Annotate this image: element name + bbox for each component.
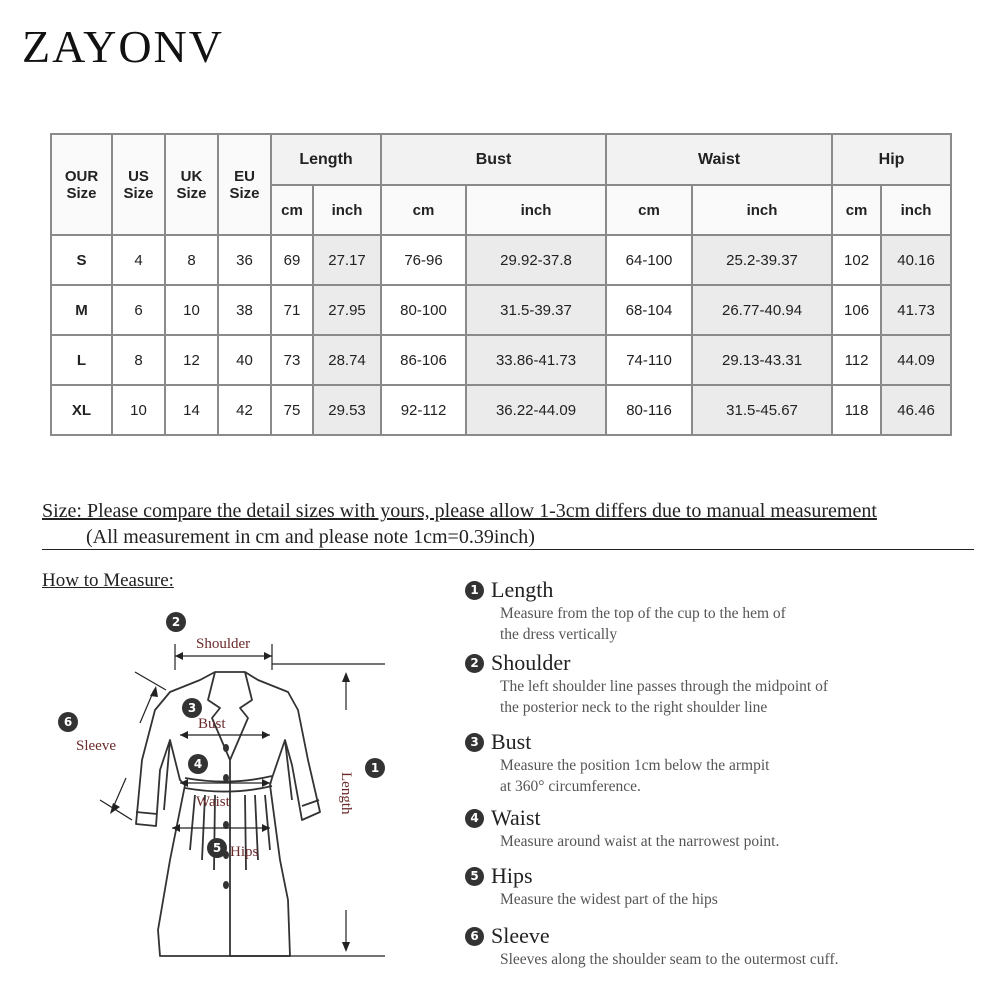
table-cell: 41.73 — [881, 285, 951, 335]
table-cell: 80-116 — [606, 385, 692, 435]
table-cell: 27.95 — [313, 285, 381, 335]
marker-1-num: 1 — [370, 761, 380, 775]
number-badge-icon: 3 — [465, 733, 484, 752]
size-cell: XL — [51, 385, 112, 435]
header-our-size: OUR Size — [51, 134, 112, 235]
measure-title-text: Shoulder — [491, 650, 571, 675]
unit-cell: cm — [271, 185, 313, 235]
measure-description: Sleeves along the shoulder seam to the outermost cuff. — [500, 951, 839, 968]
unit-cell: cm — [381, 185, 466, 235]
button — [223, 774, 229, 782]
measure-item — [465, 923, 838, 970]
table-cell: 12 — [165, 335, 218, 385]
table-cell: 64-100 — [606, 235, 692, 285]
measure-title — [465, 863, 718, 889]
how-to-measure-heading: How to Measure: — [42, 570, 174, 591]
arrowhead — [342, 942, 350, 952]
number-badge-icon: 2 — [465, 654, 484, 673]
table-cell: 80-100 — [381, 285, 466, 335]
button — [223, 881, 229, 889]
table-cell: 10 — [165, 285, 218, 335]
table-body — [51, 235, 951, 435]
unit-cell: cm — [832, 185, 881, 235]
unit-cell: inch — [466, 185, 606, 235]
number-badge-icon: 4 — [465, 809, 484, 828]
header-length: Length — [271, 134, 381, 185]
size-cell: S — [51, 235, 112, 285]
table-cell: 4 — [112, 235, 165, 285]
table-cell: 102 — [832, 235, 881, 285]
table-cell: 73 — [271, 335, 313, 385]
brand-logo: ZAYONV — [22, 21, 224, 72]
table-cell: 33.86-41.73 — [466, 335, 606, 385]
number-badge-icon: 1 — [465, 581, 484, 600]
table-cell: 92-112 — [381, 385, 466, 435]
left-cuff — [136, 812, 157, 814]
table-cell: 36 — [218, 235, 271, 285]
marker-5-num: 5 — [212, 841, 222, 855]
table-cell: 71 — [271, 285, 313, 335]
right-cuff — [302, 800, 319, 806]
measure-title-text: Waist — [491, 805, 541, 830]
number-badge-icon: 6 — [465, 927, 484, 946]
table-row — [51, 285, 951, 335]
header-uk-size: UK Size — [165, 134, 218, 235]
measure-title-text: Length — [491, 577, 554, 602]
waist-band-lower — [185, 786, 272, 792]
table-cell: 118 — [832, 385, 881, 435]
measure-item — [465, 577, 786, 645]
table-cell: 31.5-39.37 — [466, 285, 606, 335]
table-cell: 26.77-40.94 — [692, 285, 832, 335]
table-cell: 112 — [832, 335, 881, 385]
arrowhead — [264, 652, 272, 660]
arrowhead — [262, 731, 270, 739]
unit-cell: cm — [606, 185, 692, 235]
header-eu-size: EU Size — [218, 134, 271, 235]
label-bust: Bust — [198, 716, 226, 732]
table-cell: 74-110 — [606, 335, 692, 385]
table-cell: 42 — [218, 385, 271, 435]
label-length: Length — [338, 772, 354, 815]
measure-description: the posterior neck to the right shoulder line — [500, 699, 768, 716]
table-row — [51, 235, 951, 285]
arrowhead — [150, 686, 158, 697]
table-cell: 75 — [271, 385, 313, 435]
marker-4-num: 4 — [193, 757, 203, 771]
measure-description: The left shoulder line passes through the midpoint of — [500, 678, 829, 695]
marker-3-num: 3 — [187, 701, 197, 715]
measure-description: Measure from the top of the cup to the hem of — [500, 605, 786, 622]
size-cell: M — [51, 285, 112, 335]
measure-title — [465, 805, 779, 831]
table-header-row — [51, 134, 951, 185]
measure-title-text: Sleeve — [491, 923, 550, 948]
marker-2-num: 2 — [171, 615, 181, 629]
table-cell: 36.22-44.09 — [466, 385, 606, 435]
marker-6-num: 6 — [63, 715, 73, 729]
table-cell: 29.53 — [313, 385, 381, 435]
pleat-6 — [265, 795, 270, 850]
table-cell: 25.2-39.37 — [692, 235, 832, 285]
dress-diagram — [40, 600, 420, 990]
label-hips: Hips — [230, 844, 259, 860]
measure-title-text: Bust — [491, 729, 532, 754]
unit-cell: inch — [313, 185, 381, 235]
measure-title-text: Hips — [491, 863, 533, 888]
size-note: Size: Please compare the detail sizes with yours, please allow 1-3cm differs due to manual measurement — [42, 500, 877, 522]
table-cell: 40.16 — [881, 235, 951, 285]
header-hip: Hip — [832, 134, 951, 185]
table-cell: 29.13-43.31 — [692, 335, 832, 385]
table-row — [51, 385, 951, 435]
right-arm-line — [285, 740, 292, 800]
arrowhead — [262, 779, 270, 787]
measure-description: Measure around waist at the narrowest point. — [500, 833, 780, 850]
header-waist: Waist — [606, 134, 832, 185]
sleeve-ref-bottom — [100, 800, 132, 820]
sleeve-ref-top — [135, 672, 166, 690]
table-cell: 27.17 — [313, 235, 381, 285]
divider — [42, 549, 974, 550]
unit-cell: inch — [692, 185, 832, 235]
table-cell: 8 — [165, 235, 218, 285]
measurement-note: (All measurement in cm and please note 1cm=0.39inch) — [86, 526, 535, 548]
table-cell: 76-96 — [381, 235, 466, 285]
measure-description: at 360° circumference. — [500, 778, 641, 795]
measure-item — [465, 650, 828, 718]
label-shoulder: Shoulder — [196, 636, 251, 652]
size-cell: L — [51, 335, 112, 385]
arrowhead — [342, 672, 350, 682]
measure-title — [465, 923, 838, 949]
table-cell: 29.92-37.8 — [466, 235, 606, 285]
button — [223, 744, 229, 752]
arrowhead — [180, 731, 188, 739]
measure-description: the dress vertically — [500, 626, 618, 643]
measure-item — [465, 863, 718, 910]
table-cell: 10 — [112, 385, 165, 435]
table-cell: 40 — [218, 335, 271, 385]
number-badge-icon: 5 — [465, 867, 484, 886]
unit-cell: inch — [881, 185, 951, 235]
arrowhead — [175, 652, 183, 660]
header-bust: Bust — [381, 134, 606, 185]
table-cell: 46.46 — [881, 385, 951, 435]
dress-outline — [136, 672, 320, 956]
table-cell: 6 — [112, 285, 165, 335]
table-cell: 106 — [832, 285, 881, 335]
table-cell: 31.5-45.67 — [692, 385, 832, 435]
measure-item — [465, 729, 769, 797]
table-cell: 44.09 — [881, 335, 951, 385]
table-cell: 28.74 — [313, 335, 381, 385]
table-cell: 86-106 — [381, 335, 466, 385]
measure-description: Measure the position 1cm below the armpit — [500, 757, 770, 774]
measure-title — [465, 729, 769, 755]
measure-title — [465, 577, 786, 603]
table-cell: 68-104 — [606, 285, 692, 335]
measure-description: Measure the widest part of the hips — [500, 891, 718, 908]
pleat-1 — [190, 795, 195, 850]
label-sleeve: Sleeve — [76, 738, 116, 754]
measure-title — [465, 650, 828, 676]
measure-item — [465, 805, 779, 852]
size-chart-table — [50, 133, 952, 436]
table-cell: 69 — [271, 235, 313, 285]
table-cell: 38 — [218, 285, 271, 335]
table-row — [51, 335, 951, 385]
table-cell: 8 — [112, 335, 165, 385]
table-cell: 14 — [165, 385, 218, 435]
right-lapel — [230, 672, 252, 760]
header-us-size: US Size — [112, 134, 165, 235]
arrowhead — [110, 803, 120, 814]
label-waist: Waist — [196, 794, 230, 810]
